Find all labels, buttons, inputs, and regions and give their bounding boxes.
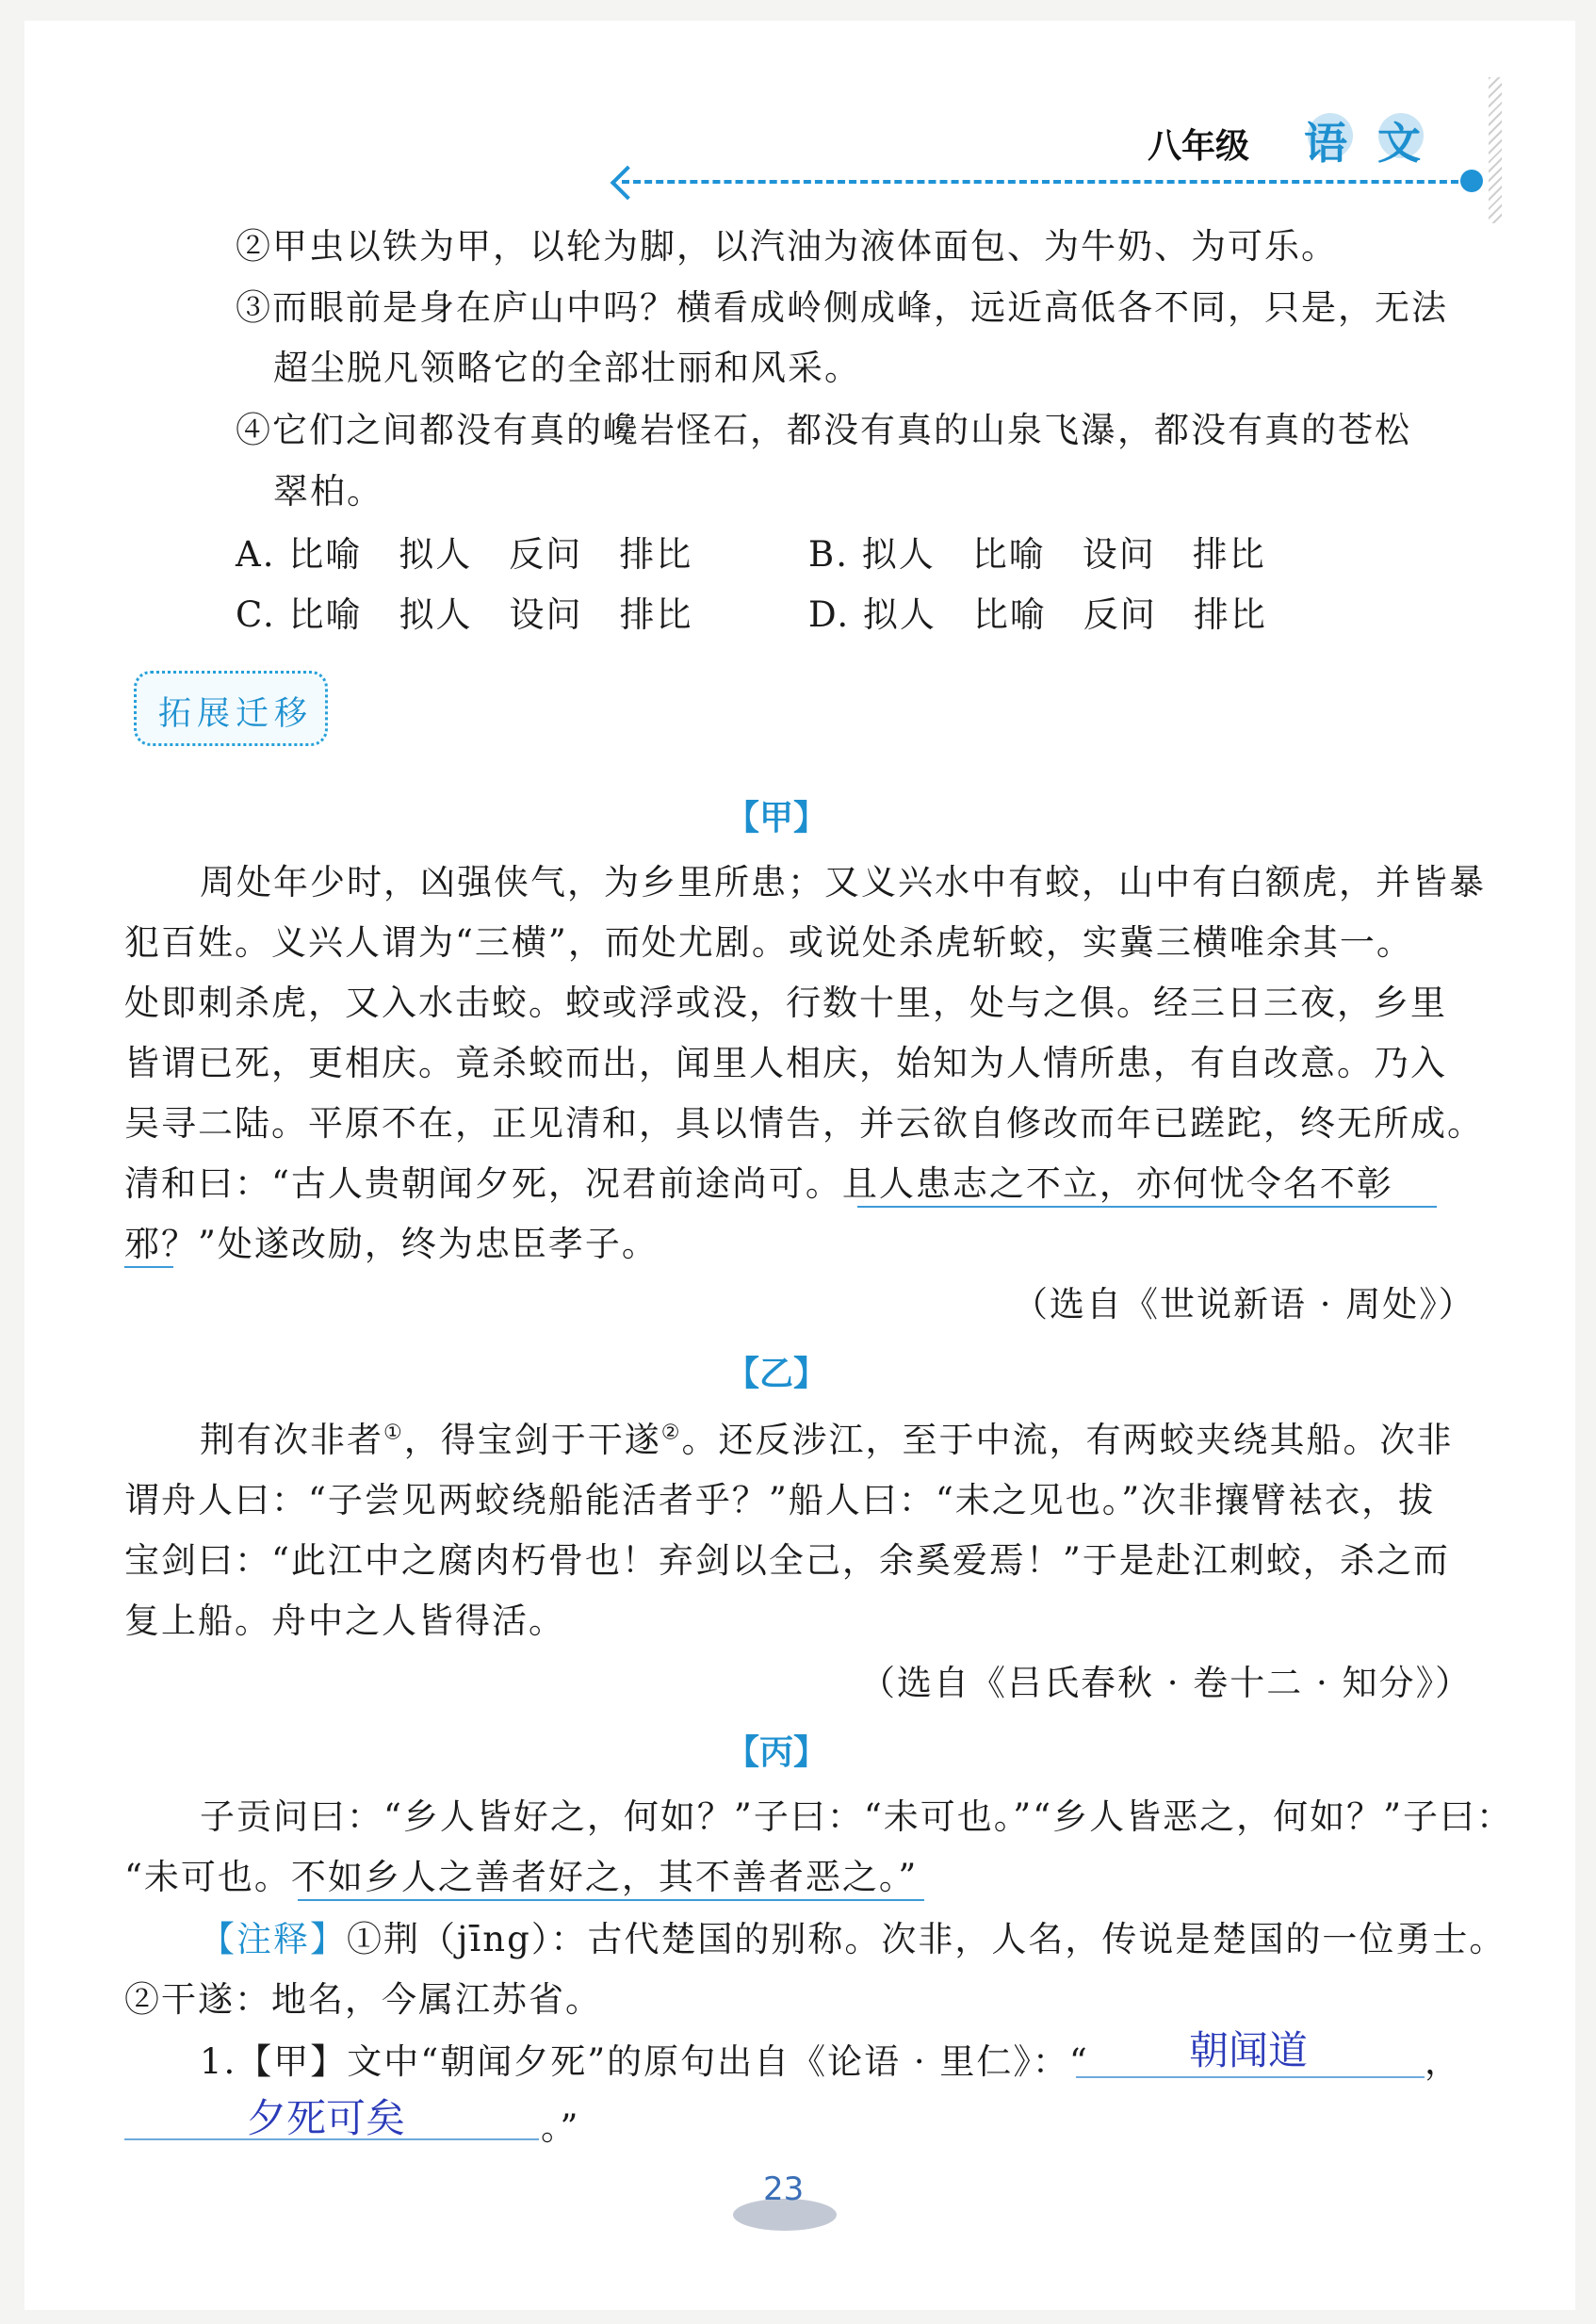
passage-bing-title: 【丙】 bbox=[725, 1733, 828, 1772]
passage-jia-title: 【甲】 bbox=[725, 799, 828, 837]
yi-line-3: 宝剑曰：“此江中之腐肉朽骨也！弃剑以全己，余奚爱焉！”于是赴江刺蛟，杀之而 bbox=[124, 1540, 1450, 1581]
jia-source: （选自《世说新语 · 周处》） bbox=[1013, 1284, 1475, 1325]
jia-line-7: 邪？”处遂改励，终为忠臣孝子。 bbox=[124, 1224, 659, 1264]
header-dashed-line bbox=[622, 180, 1470, 184]
sentence-3-line-1: ③而眼前是身在庐山中吗？横看成岭侧成峰，远近高低各不同，只是，无法 bbox=[236, 287, 1448, 328]
notes-label: 【注释】 bbox=[200, 1919, 347, 1959]
question-1-comma: ， bbox=[1425, 2041, 1461, 2082]
subject-char-2: 文 bbox=[1377, 118, 1421, 169]
answer-blank-1[interactable] bbox=[1076, 2076, 1425, 2078]
option-c[interactable]: C. 比喻 拟人 设问 排比 bbox=[236, 594, 693, 635]
answer-2[interactable]: 夕死可矣 bbox=[247, 2095, 406, 2141]
yi-source: （选自《吕氏春秋 · 卷十二 · 知分》） bbox=[860, 1663, 1473, 1703]
question-1-end: 。” bbox=[541, 2107, 580, 2148]
jia-line-5: 吴寻二陆。平原不在，正见清和，具以情告，并云欲自修改而年已蹉跎，终无所成。 bbox=[124, 1103, 1484, 1144]
sentence-2: ②甲虫以铁为甲，以轮为脚，以汽油为液体面包、为牛奶、为可乐。 bbox=[236, 226, 1338, 267]
bing-line-2: “未可也。不如乡人之善者好之，其不善者恶之。” bbox=[124, 1857, 919, 1897]
notes-line-2: ②干遂：地名，今属江苏省。 bbox=[124, 1979, 602, 2020]
passage-yi-title: 【乙】 bbox=[725, 1355, 828, 1393]
option-d[interactable]: D. 拟人 比喻 反问 排比 bbox=[808, 594, 1267, 635]
jia-underline-2 bbox=[124, 1264, 173, 1268]
yi-line-2: 谓舟人曰：“子尝见两蛟绕船能活者乎？”船人曰：“未之见也。”次非攘臂袪衣，拔 bbox=[124, 1480, 1436, 1520]
sentence-4-line-1: ④它们之间都没有真的巉岩怪石，都没有真的山泉飞瀑，都没有真的苍松 bbox=[236, 410, 1411, 450]
yi-line-1-b: ，得宝剑于干遂 bbox=[403, 1420, 661, 1460]
jia-line-1: 周处年少时，凶强侠气，为乡里所患；又义兴水中有蛟，山中有白额虎，并皆暴 bbox=[200, 862, 1486, 902]
page-number: 23 bbox=[763, 2170, 805, 2208]
decorative-stripe bbox=[1489, 77, 1502, 223]
jia-line-2: 犯百姓。义兴人谓为“三横”，而处尤剧。或说处杀虎斩蛟，实冀三横唯余其一。 bbox=[124, 922, 1413, 963]
jia-underline-1 bbox=[857, 1204, 1437, 1208]
jia-line-3: 处即刺杀虎，又入水击蛟。蛟或浮或没，行数十里，处与之俱。经三日三夜，乡里 bbox=[124, 983, 1447, 1023]
subject-char-1: 语 bbox=[1304, 118, 1347, 169]
bing-line-1: 子贡问曰：“乡人皆好之，何如？”子曰：“未可也。”“乡人皆恶之，何如？”子曰： bbox=[200, 1796, 1513, 1837]
yi-line-4: 复上船。舟中之人皆得活。 bbox=[124, 1601, 565, 1641]
answer-1[interactable]: 朝闻道 bbox=[1189, 2027, 1309, 2073]
bing-underline bbox=[298, 1897, 924, 1901]
yi-line-1 bbox=[200, 1420, 1454, 1460]
notes-line-1-text: ①荆（jīng）：古代楚国的别称。次非，人名，传说是楚国的一位勇士。 bbox=[347, 1919, 1506, 1959]
grade-label: 八年级 bbox=[1148, 127, 1250, 166]
jia-line-4: 皆谓已死，更相庆。竟杀蛟而出，闻里人相庆，始知为人情所患，有自改意。乃入 bbox=[124, 1043, 1447, 1083]
question-1-prefix: 1.【甲】文中“朝闻夕死”的原句出自《论语 · 里仁》：“ bbox=[200, 2041, 1089, 2082]
header-dot-icon bbox=[1460, 170, 1483, 192]
jia-line-6: 清和曰：“古人贵朝闻夕死，况君前途尚可。且人患志之不立，亦何忧令名不彰 bbox=[124, 1163, 1393, 1204]
footnote-ref-2: ② bbox=[660, 1421, 682, 1445]
notes-line-1 bbox=[200, 1919, 1506, 1959]
option-b[interactable]: B. 拟人 比喻 设问 排比 bbox=[808, 534, 1266, 575]
section-badge-label: 拓展迁移 bbox=[158, 695, 314, 733]
yi-line-1-a: 荆有次非者 bbox=[200, 1420, 383, 1460]
option-a[interactable]: A. 比喻 拟人 反问 排比 bbox=[236, 534, 693, 575]
yi-line-1-c: 。还反涉江，至于中流，有两蛟夹绕其船。次非 bbox=[681, 1420, 1454, 1460]
footnote-ref-1: ① bbox=[383, 1421, 404, 1445]
sentence-3-line-2: 超尘脱凡领略它的全部壮丽和风采。 bbox=[273, 348, 861, 388]
sentence-4-line-2: 翠柏。 bbox=[273, 471, 383, 512]
